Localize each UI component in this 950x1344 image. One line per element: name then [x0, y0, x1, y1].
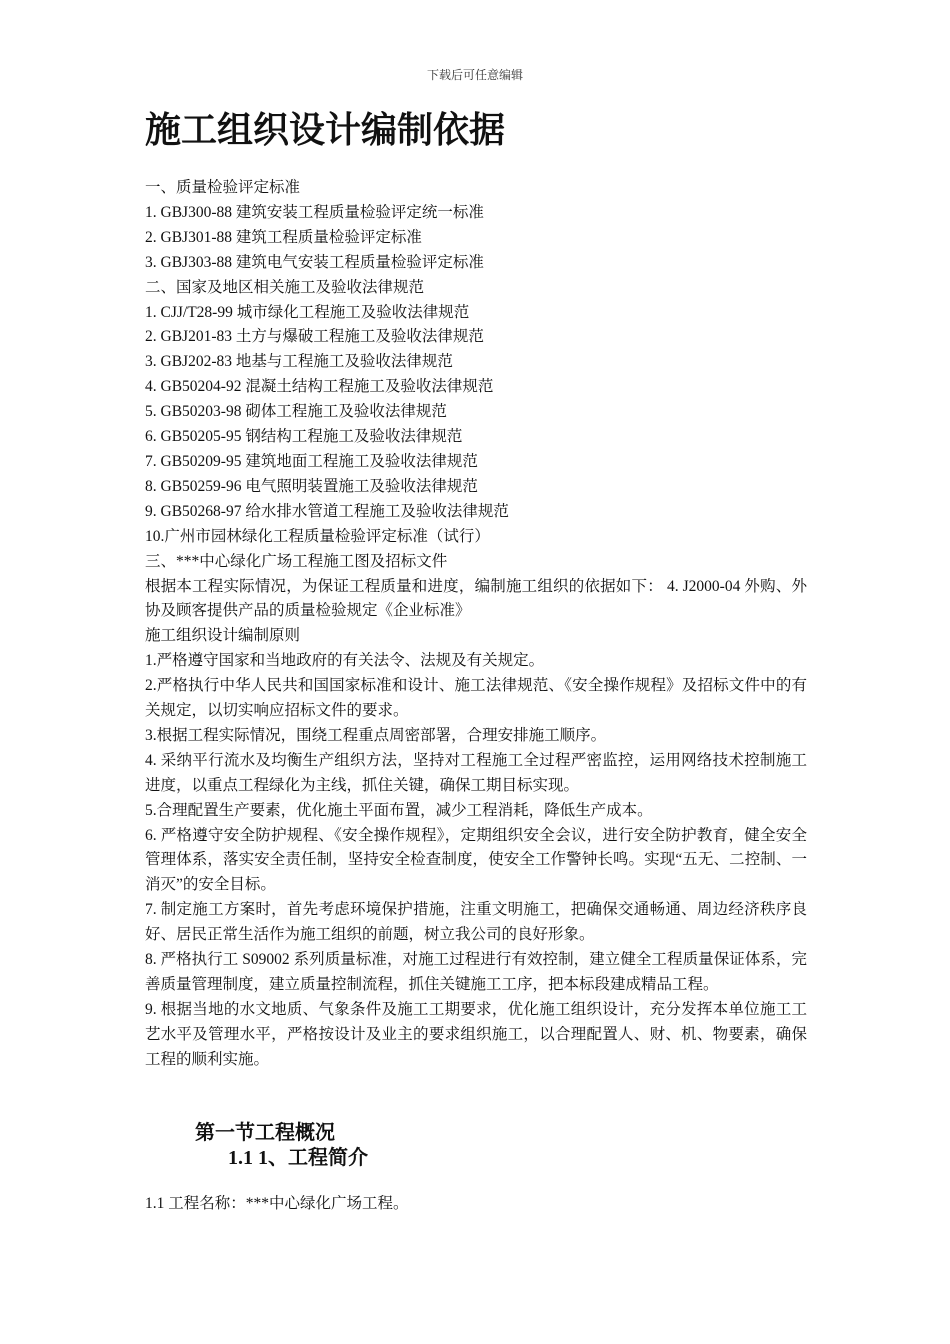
body-line: 一、质量检验评定标准	[145, 179, 301, 196]
body-line: 7. GB50209-95 建筑地面工程施工及验收法律规范	[145, 452, 478, 470]
body-paragraph: 7. 制定施工方案时，首先考虑环境保护措施，注重文明施工，把确保交通畅通、周边经济秩序良好、居民正常生活作为施工组织的前题，树立我公司的良好形象。	[145, 901, 807, 944]
body-paragraph: 6. 严格遵守安全防护规程、《安全操作规程》，定期组织安全会议，进行安全防护教育，健全安全管理体系，落实安全责任制，坚持安全检查制度，使安全工作警钟长鸣。实现“五无、二控制、一消灭”的安全目标。	[145, 826, 807, 894]
body-line: 3.根据工程实际情况，围绕工程重点周密部署，合理安排施工顺序。	[145, 726, 607, 744]
body-line: 2. GBJ301-88 建筑工程质量检验评定标准	[145, 228, 422, 246]
project-name-line: 1.1 工程名称：***中心绿化广场工程。	[145, 1195, 409, 1212]
subsection-title: 1.1 1、工程简介	[228, 1147, 368, 1169]
body-line: 4. GB50204-92 混凝土结构工程施工及验收法律规范	[145, 378, 494, 396]
body-line: 二、国家及地区相关施工及验收法律规范	[145, 278, 425, 296]
body-line: 9. GB50268-97 给水排水管道工程施工及验收法律规范	[145, 502, 509, 520]
body-paragraph: 2.严格执行中华人民共和国国家标准和设计、施工法律规范、《安全操作规程》及招标文件中的有关规定，以切实响应招标文件的要求。	[145, 677, 807, 720]
body-paragraph: 8. 严格执行工 S09002 系列质量标准，对施工过程进行有效控制，建立健全工程质量保证体系，完善质量管理制度，建立质量控制流程，抓住关键施工工序，把本标段建成精品工程。	[145, 951, 807, 993]
body-line: 5. GB50203-98 砌体工程施工及验收法律规范	[145, 403, 447, 421]
body-line: 3. GBJ202-83 地基与工程施工及验收法律规范	[145, 353, 453, 371]
body-line: 1.严格遵守国家和当地政府的有关法令、法规及有关规定。	[145, 652, 545, 670]
body-line: 6. GB50205-95 钢结构工程施工及验收法律规范	[145, 428, 463, 446]
body-paragraph: 根据本工程实际情况，为保证工程质量和进度，编制施工组织的依据如下： 4. J2000-04 外购、外协及顾客提供产品的质量检验规定《企业标准》	[145, 577, 807, 620]
page-header-note: 下载后可任意编辑	[426, 68, 523, 82]
document-title: 施工组织设计编制依据	[145, 110, 506, 150]
document-body	[145, 176, 807, 1073]
body-line: 1. CJJ/T28-99 城市绿化工程施工及验收法律规范	[145, 303, 470, 321]
body-paragraph: 4. 采纳平行流水及均衡生产组织方法，坚持对工程施工全过程严密监控，运用网络技术控制施工进度，以重点工程绿化为主线，抓住关键，确保工期目标实现。	[145, 751, 807, 794]
body-line: 10.广州市园林绿化工程质量检验评定标准（试行）	[145, 527, 490, 545]
body-line: 2. GBJ201-83 土方与爆破工程施工及验收法律规范	[145, 328, 484, 346]
body-line: 施工组织设计编制原则	[145, 627, 301, 645]
body-line: 三、***中心绿化广场工程施工图及招标文件	[145, 552, 448, 570]
body-line: 1. GBJ300-88 建筑安装工程质量检验评定统一标准	[145, 203, 484, 221]
body-line: 8. GB50259-96 电气照明装置施工及验收法律规范	[145, 477, 478, 495]
section-title: 第一节工程概况	[195, 1122, 335, 1144]
body-line: 5.合理配置生产要素，优化施土平面布置，减少工程消耗，降低生产成本。	[145, 801, 653, 819]
body-paragraph: 9. 根据当地的水文地质、气象条件及施工工期要求，优化施工组织设计，充分发挥本单位施工工艺水平及管理水平，严格按设计及业主的要求组织施工，以合理配置人、财、机、物要素，确保工程的顺利实施。	[145, 1000, 807, 1068]
body-line: 3. GBJ303-88 建筑电气安装工程质量检验评定标准	[145, 253, 484, 271]
